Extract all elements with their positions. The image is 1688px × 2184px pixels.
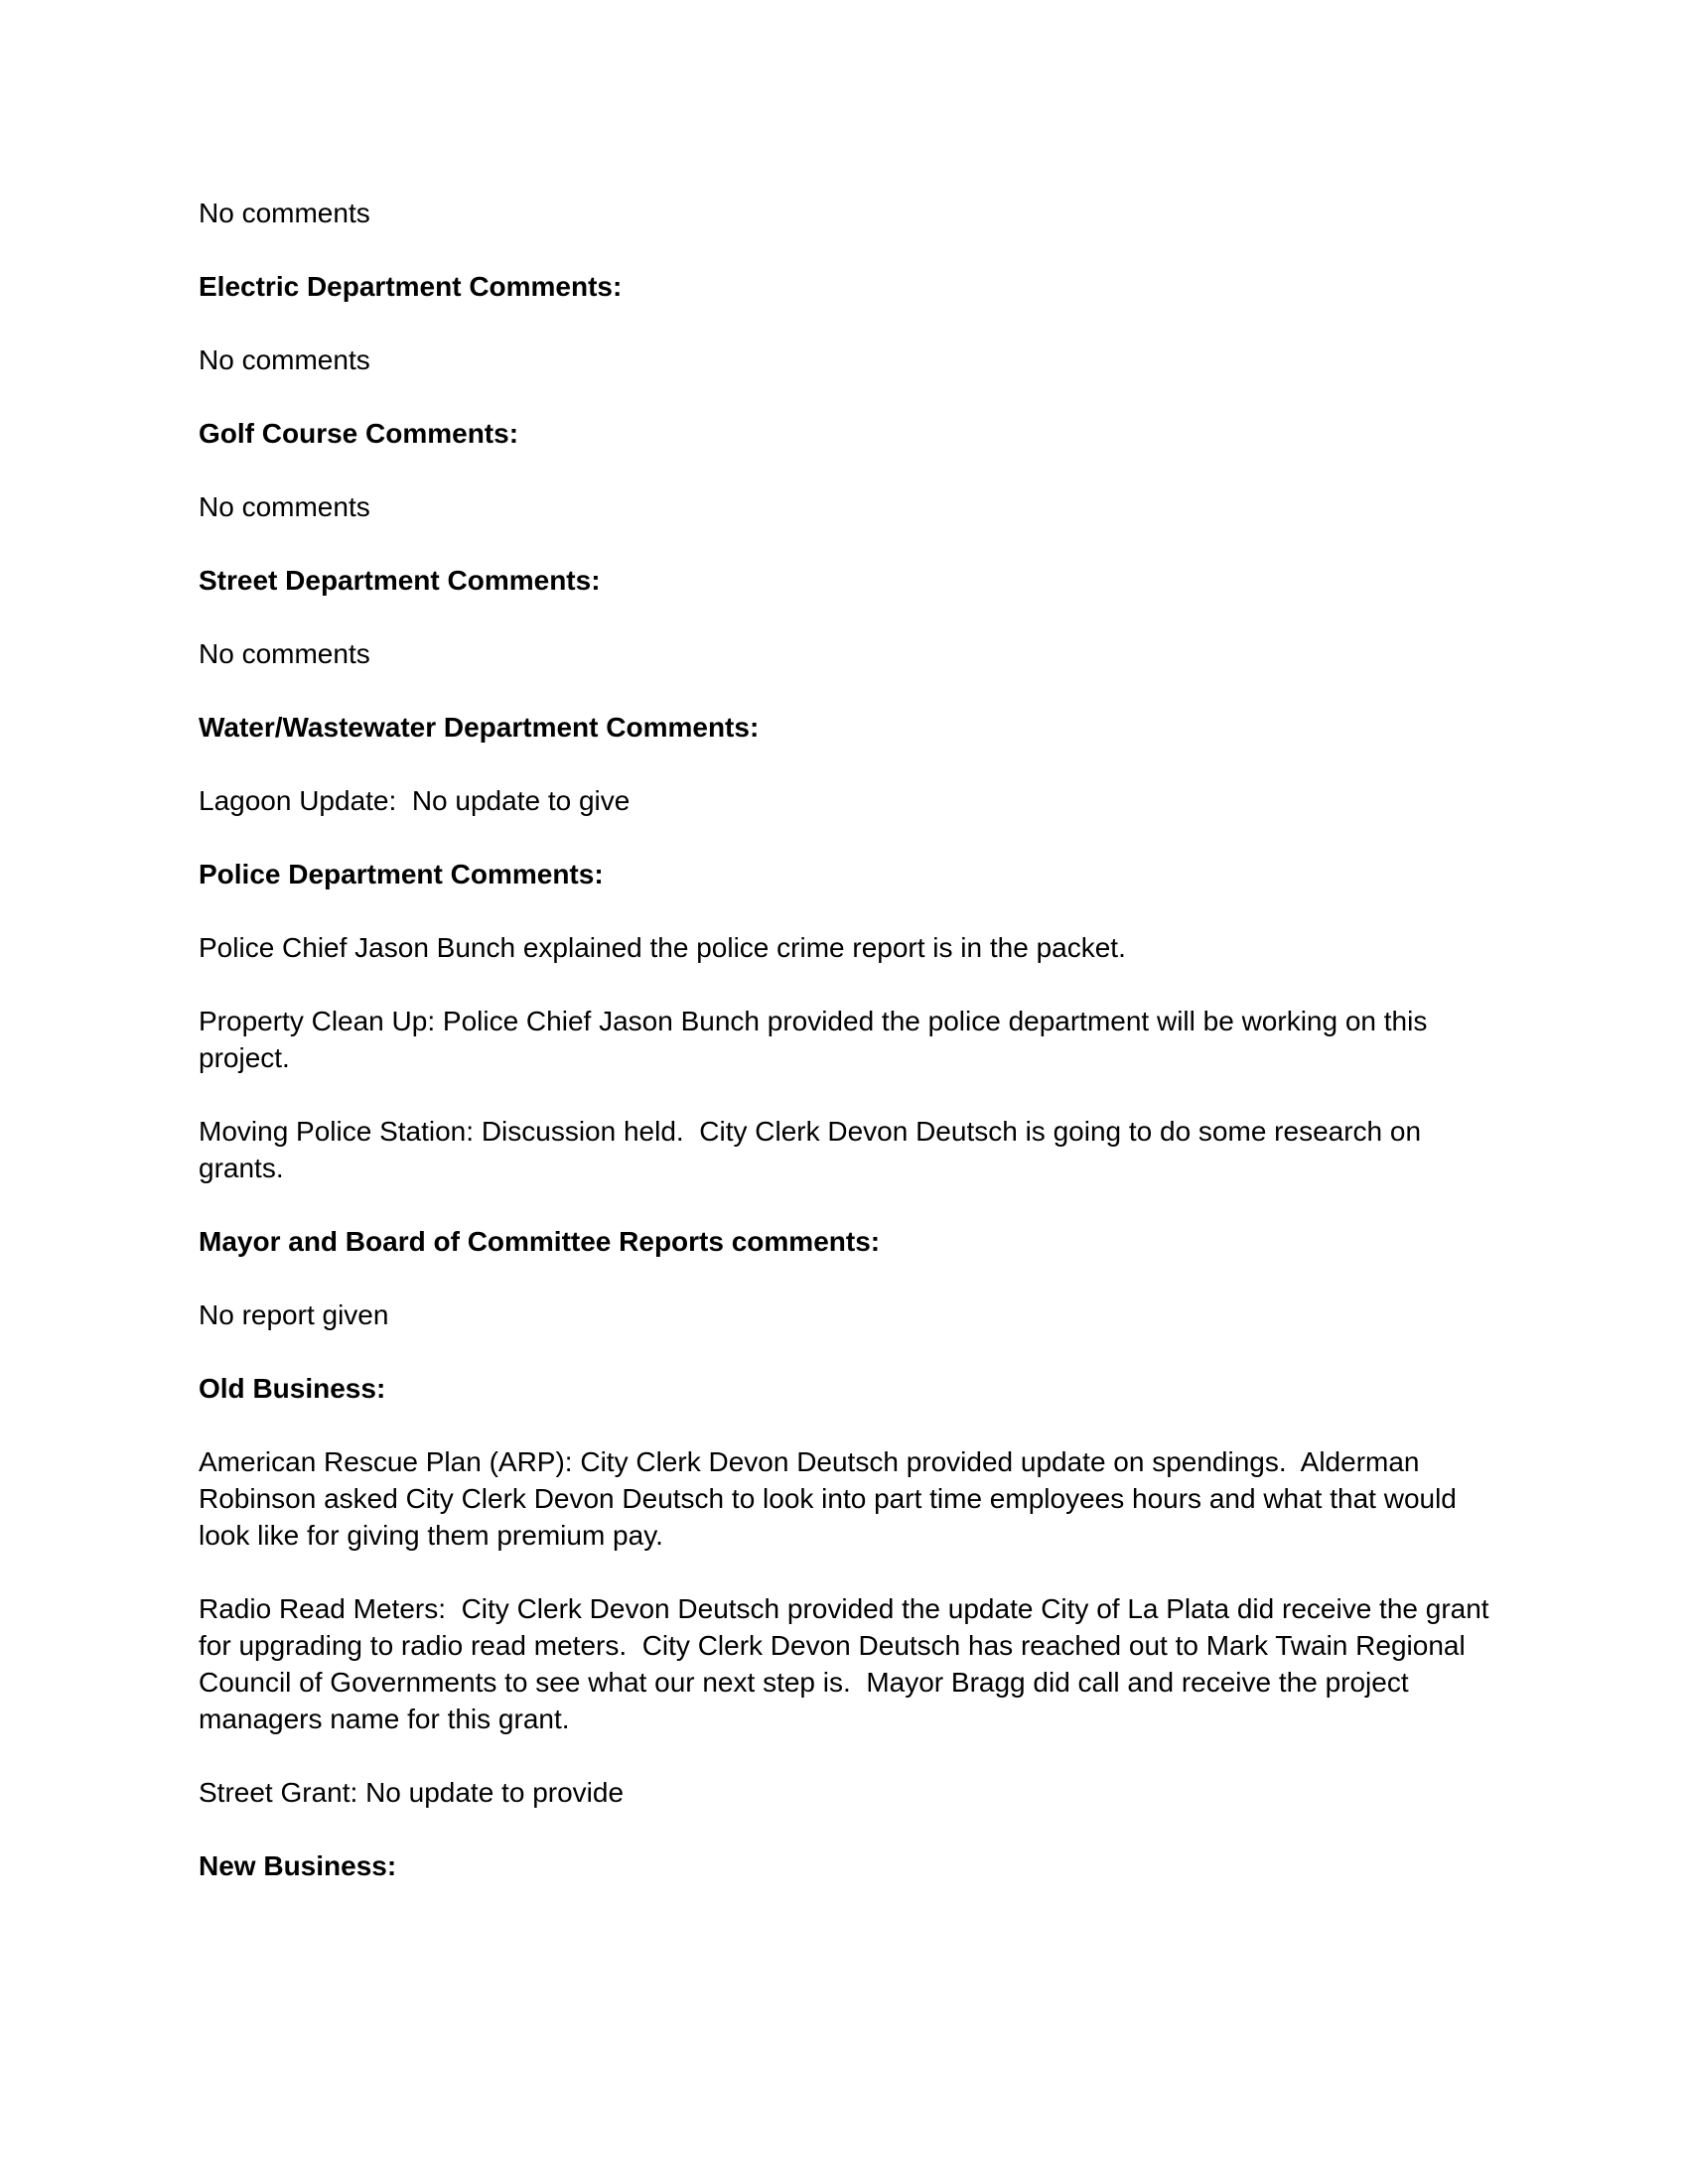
paragraph-no-comments-1: No comments <box>199 198 370 228</box>
paragraph-radio-read-meters: Radio Read Meters: City Clerk Devon Deutsch provided the update City of La Plata did receive the grant for upgrading to radio read meters. City Clerk Devon Deutsch has reached out to Mark Twain Regional Council of Governments to see what our next step is. Mayor Bragg did call and receive the project managers name for this grant. <box>199 1593 1497 1734</box>
paragraph-american-rescue-plan: American Rescue Plan (ARP): City Clerk Devon Deutsch provided update on spendings. Alderman Robinson asked City Clerk Devon Deutsch to look into part time employees hours and what that would look like for giving them premium pay. <box>199 1446 1465 1551</box>
heading-new-business: New Business: <box>199 1850 397 1881</box>
heading-old-business: Old Business: <box>199 1373 386 1404</box>
paragraph-electric-comments: No comments <box>199 344 370 375</box>
heading-street-department: Street Department Comments: <box>199 565 601 596</box>
heading-police-department: Police Department Comments: <box>199 859 604 889</box>
paragraph-moving-police-station: Moving Police Station: Discussion held. City Clerk Devon Deutsch is going to do some research on grants. <box>199 1116 1429 1183</box>
paragraph-lagoon-update: Lagoon Update: No update to give <box>199 785 631 816</box>
paragraph-street-comments: No comments <box>199 638 370 669</box>
paragraph-golf-comments: No comments <box>199 491 370 522</box>
heading-mayor-board-reports: Mayor and Board of Committee Reports comments: <box>199 1226 881 1257</box>
paragraph-street-grant: Street Grant: No update to provide <box>199 1777 625 1808</box>
heading-electric-department: Electric Department Comments: <box>199 271 623 302</box>
heading-golf-course: Golf Course Comments: <box>199 418 519 449</box>
paragraph-police-crime-report: Police Chief Jason Bunch explained the police crime report is in the packet. <box>199 932 1126 963</box>
paragraph-property-clean-up: Property Clean Up: Police Chief Jason Bunch provided the police department will be working on this project. <box>199 1006 1436 1073</box>
heading-water-wastewater-department: Water/Wastewater Department Comments: <box>199 712 760 743</box>
paragraph-no-report-given: No report given <box>199 1299 389 1330</box>
document-body <box>199 195 1497 1921</box>
